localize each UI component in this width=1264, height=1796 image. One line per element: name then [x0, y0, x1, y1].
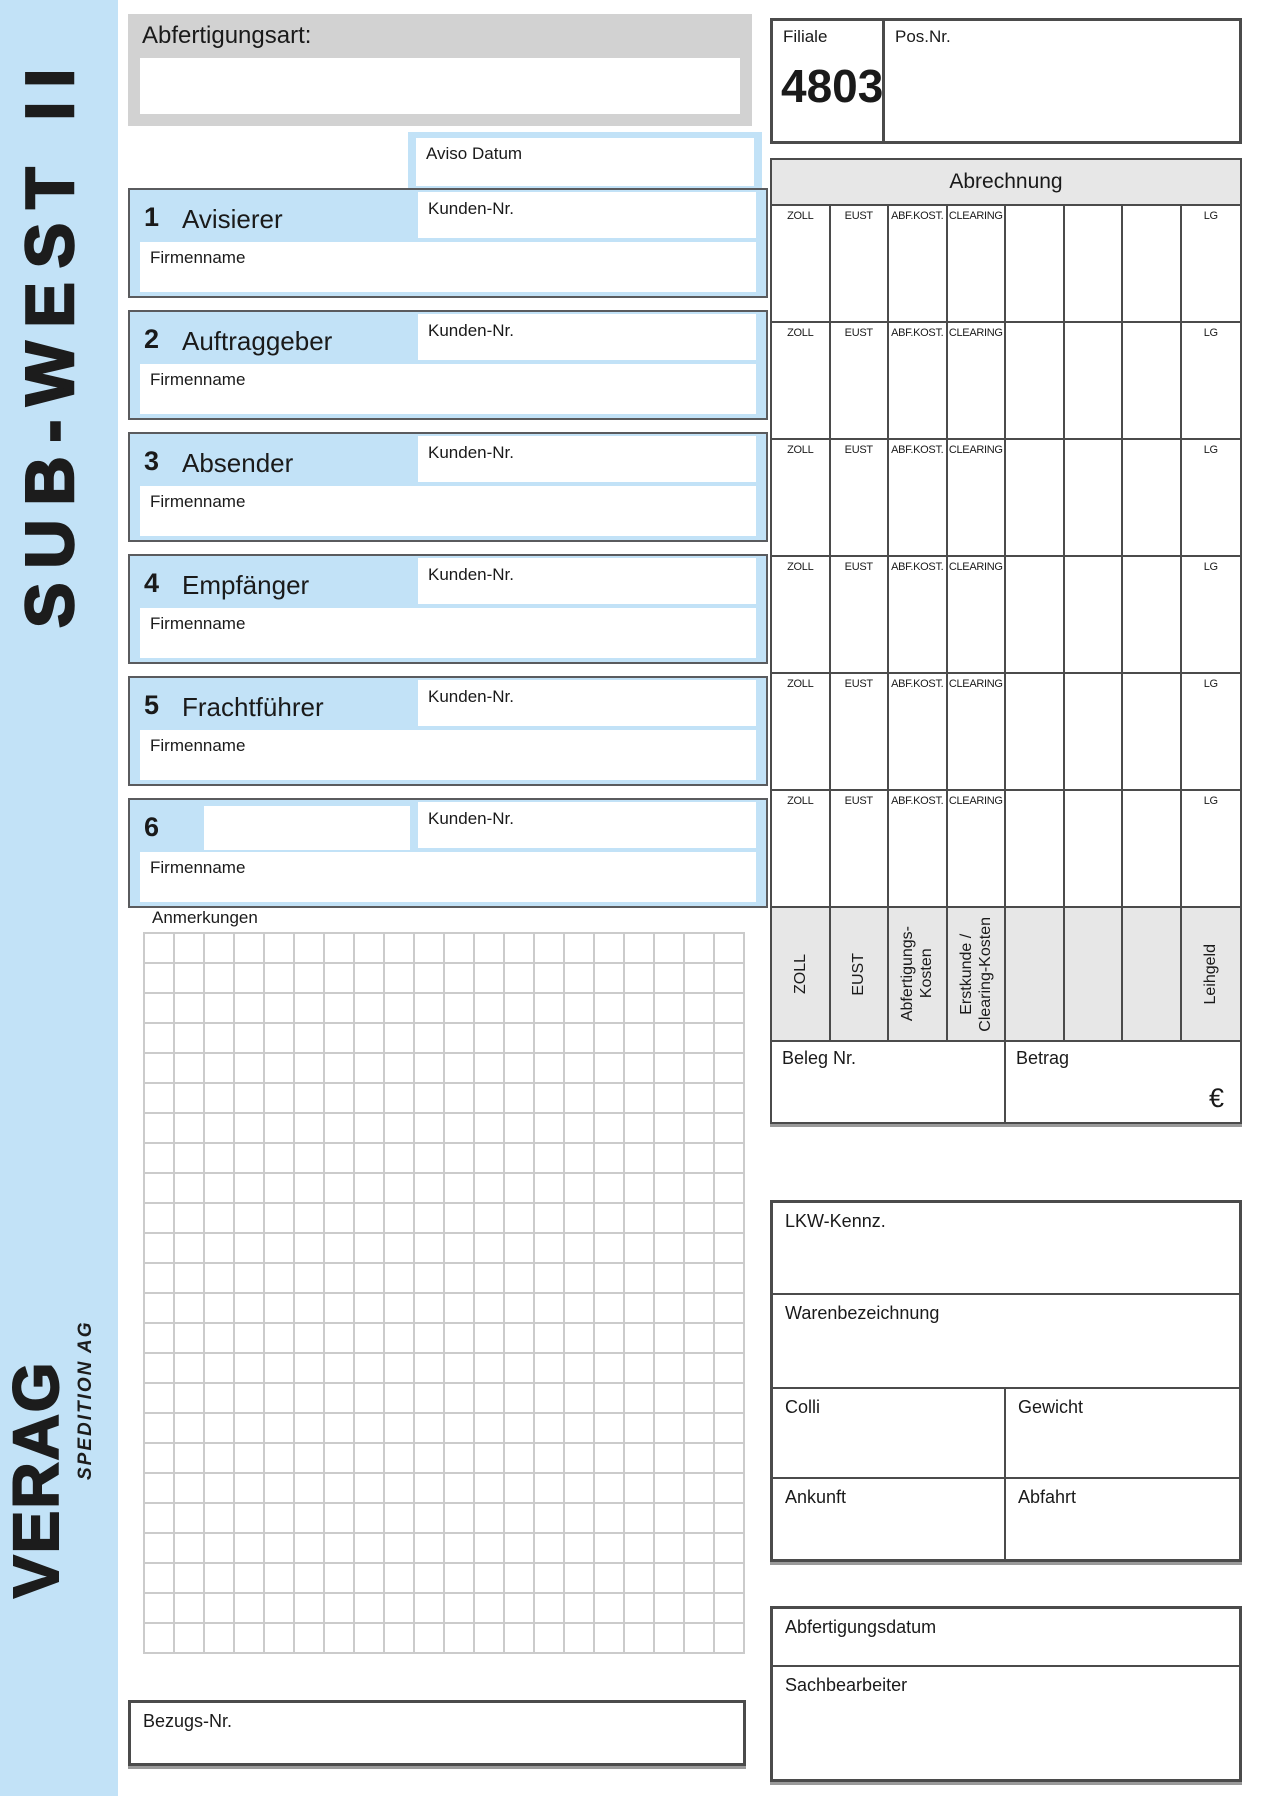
abrechnung-row-5 [772, 674, 1240, 791]
col-label: EUST [844, 678, 873, 690]
abrechnung-cell[interactable] [1182, 323, 1241, 438]
firmenname-input[interactable] [140, 486, 756, 536]
colli-input[interactable] [773, 1389, 1006, 1477]
pos-nr-cell[interactable] [885, 21, 1239, 141]
abfertigungsart-label: Abfertigungsart: [142, 22, 312, 49]
abrechnung-cell[interactable] [772, 674, 831, 789]
vlabel: EUST [850, 952, 868, 996]
abrechnung-cell[interactable] [1123, 791, 1182, 906]
col-label: EUST [844, 795, 873, 807]
section-label: Avisierer [182, 204, 283, 234]
abrechnung-row-6 [772, 791, 1240, 908]
col-label: ABF.KOST. [891, 444, 944, 456]
abrechnung-cell[interactable] [1182, 791, 1241, 906]
abrechnung-cell[interactable] [1065, 791, 1124, 906]
shipment-box [770, 1200, 1242, 1562]
ankunft-input[interactable] [773, 1479, 1006, 1559]
abrechnung-cell[interactable] [831, 440, 890, 555]
form-title: SUB-WEST II [12, 54, 88, 628]
abrechnung-cell[interactable] [889, 206, 948, 321]
section-avisierer [128, 188, 768, 298]
section-number: 1 [144, 202, 160, 232]
col-label: ABF.KOST. [891, 327, 944, 339]
col-label: EUST [844, 561, 873, 573]
anmerkungen-grid[interactable] [143, 932, 745, 1654]
abrechnung-row-2 [772, 323, 1240, 440]
section-label: Empfänger [182, 570, 310, 600]
firmenname-label: Firmenname [150, 370, 246, 389]
abrechnung-cell[interactable] [1006, 206, 1065, 321]
brand-logo: VERAG [0, 1360, 72, 1598]
warenbezeichnung-input[interactable] [773, 1295, 1239, 1389]
abrechnung-cell[interactable] [1123, 557, 1182, 672]
col-label: CLEARING [948, 210, 1003, 222]
abrechnung-cell[interactable] [1182, 440, 1241, 555]
filiale-value: 4803 [781, 60, 884, 112]
abrechnung-row-3 [772, 440, 1240, 557]
footer-cell-abfertigungskosten [889, 908, 948, 1040]
beleg-row [772, 1042, 1240, 1122]
abrechnung-cell[interactable] [1006, 791, 1065, 906]
abrechnung-cell[interactable] [1065, 440, 1124, 555]
col-label: ZOLL [787, 561, 814, 573]
footer-cell-clearingkosten [948, 908, 1007, 1040]
section-absender [128, 432, 768, 542]
col-label: ZOLL [787, 327, 814, 339]
abrechnung-cell[interactable] [1123, 440, 1182, 555]
section-number: 2 [144, 324, 160, 354]
col-label: CLEARING [948, 678, 1003, 690]
footer-cell-empty [1006, 908, 1065, 1040]
filiale-box [770, 18, 1242, 144]
kunden-nr-label: Kunden-Nr. [428, 809, 514, 828]
col-label: ZOLL [787, 795, 814, 807]
sachbearbeiter-label: Sachbearbeiter [785, 1675, 908, 1695]
abrechnung-cell[interactable] [948, 323, 1007, 438]
footer-cell-zoll [772, 908, 831, 1040]
abrechnung-cell[interactable] [831, 791, 890, 906]
firmenname-input[interactable] [140, 730, 756, 780]
section-label: Absender [182, 448, 294, 478]
abfertigungsart-input[interactable] [140, 58, 740, 114]
euro-symbol: € [1208, 1083, 1224, 1113]
section-custom-label-input[interactable] [204, 806, 410, 850]
pos-nr-label: Pos.Nr. [895, 27, 951, 46]
colli-label: Colli [785, 1397, 821, 1417]
firmenname-input[interactable] [140, 608, 756, 658]
abrechnung-cell[interactable] [1065, 323, 1124, 438]
firmenname-label: Firmenname [150, 736, 246, 755]
col-label: LG [1203, 561, 1218, 573]
firmenname-input[interactable] [140, 242, 756, 292]
firmenname-label: Firmenname [150, 858, 246, 877]
col-label: ZOLL [787, 210, 814, 222]
col-label: LG [1203, 327, 1218, 339]
abrechnung-cell[interactable] [1065, 674, 1124, 789]
sidebar [0, 0, 118, 1796]
abrechnung-cell[interactable] [889, 557, 948, 672]
abrechnung-cell[interactable] [772, 791, 831, 906]
firmenname-label: Firmenname [150, 492, 246, 511]
betrag-label: Betrag [1016, 1048, 1070, 1068]
colli-gewicht-row [773, 1389, 1239, 1479]
abrechnung-cell[interactable] [831, 674, 890, 789]
abrechnung-cell[interactable] [1006, 440, 1065, 555]
betrag-input[interactable] [1006, 1042, 1240, 1122]
kunden-nr-label: Kunden-Nr. [428, 565, 514, 584]
footer-cell-empty [1123, 908, 1182, 1040]
beleg-nr-input[interactable] [772, 1042, 1006, 1122]
firmenname-label: Firmenname [150, 248, 246, 267]
gewicht-input[interactable] [1006, 1389, 1239, 1477]
abrechnung-cell[interactable] [831, 557, 890, 672]
col-label: ZOLL [787, 444, 814, 456]
vlabel: Kosten [918, 949, 936, 999]
abrechnung-cell[interactable] [1182, 674, 1241, 789]
col-label: EUST [844, 444, 873, 456]
vlabel: Clearing-Kosten [976, 916, 994, 1032]
abrechnung-cell[interactable] [772, 323, 831, 438]
col-label: EUST [844, 210, 873, 222]
abfertigungsdatum-label: Abfertigungsdatum [785, 1617, 937, 1637]
firmenname-input[interactable] [140, 852, 756, 902]
section-auftraggeber [128, 310, 768, 420]
kunden-nr-input[interactable] [418, 558, 756, 604]
vlabel: Abfertigungs- [899, 926, 917, 1022]
sachbearbeiter-input[interactable] [773, 1667, 1239, 1779]
col-label: LG [1203, 795, 1218, 807]
section-six [128, 798, 768, 908]
abrechnung-cell[interactable] [948, 206, 1007, 321]
lkw-kennz-input[interactable] [773, 1203, 1239, 1295]
col-label: ZOLL [787, 678, 814, 690]
abrechnung-cell[interactable] [1065, 206, 1124, 321]
section-label: Auftraggeber [182, 326, 333, 356]
abrechnung-cell[interactable] [1006, 557, 1065, 672]
warenbezeichnung-label: Warenbezeichnung [785, 1303, 940, 1323]
abrechnung-title: Abrechnung [772, 160, 1240, 206]
col-label: ABF.KOST. [891, 210, 944, 222]
abrechnung-cell[interactable] [831, 323, 890, 438]
col-label: CLEARING [948, 795, 1003, 807]
bezugs-nr-label: Bezugs-Nr. [143, 1711, 233, 1731]
col-label: ABF.KOST. [891, 795, 944, 807]
abrechnung-cell[interactable] [772, 440, 831, 555]
abrechnung-cell[interactable] [948, 557, 1007, 672]
ankunft-abfahrt-row [773, 1479, 1239, 1559]
footer-cell-leihgeld [1182, 908, 1241, 1040]
col-label: CLEARING [948, 444, 1003, 456]
abrechnung-cell[interactable] [1123, 674, 1182, 789]
section-empfaenger [128, 554, 768, 664]
abrechnung-row-1 [772, 206, 1240, 323]
abrechnung-cell[interactable] [772, 557, 831, 672]
section-number: 3 [144, 446, 160, 476]
aviso-datum-input[interactable] [416, 138, 754, 186]
footer-cell-eust [831, 908, 890, 1040]
filiale-cell [773, 21, 885, 141]
section-number: 6 [144, 812, 160, 842]
kunden-nr-input[interactable] [418, 680, 756, 726]
brand-subtitle: SPEDITION AG [75, 1320, 96, 1480]
firmenname-input[interactable] [140, 364, 756, 414]
filiale-label: Filiale [783, 27, 828, 46]
abrechnung-row-4 [772, 557, 1240, 674]
col-label: EUST [844, 327, 873, 339]
vlabel: Leihgeld [1202, 943, 1220, 1005]
abrechnung-cell[interactable] [1006, 674, 1065, 789]
abrechnung-cell[interactable] [1006, 323, 1065, 438]
lkw-kennz-label: LKW-Kennz. [785, 1211, 886, 1231]
section-label: Frachtführer [182, 692, 324, 722]
abrechnung-cell[interactable] [889, 323, 948, 438]
abrechnung-cell[interactable] [948, 440, 1007, 555]
abrechnung-cell[interactable] [948, 791, 1007, 906]
kunden-nr-label: Kunden-Nr. [428, 443, 514, 462]
col-label: CLEARING [948, 327, 1003, 339]
abrechnung-cell[interactable] [889, 791, 948, 906]
section-frachtfuehrer [128, 676, 768, 786]
bezugs-nr-input[interactable] [128, 1700, 746, 1766]
gewicht-label: Gewicht [1018, 1397, 1084, 1417]
vlabel: Erstkunde / [957, 933, 975, 1015]
kunden-nr-input[interactable] [418, 802, 756, 848]
kunden-nr-label: Kunden-Nr. [428, 199, 514, 218]
abfahrt-label: Abfahrt [1018, 1487, 1077, 1507]
aviso-datum-label: Aviso Datum [426, 144, 523, 163]
kunden-nr-label: Kunden-Nr. [428, 321, 514, 340]
abrechnung-cell[interactable] [772, 206, 831, 321]
abrechnung-table [770, 158, 1242, 1124]
section-number: 4 [144, 568, 160, 598]
col-label: ABF.KOST. [891, 561, 944, 573]
firmenname-label: Firmenname [150, 614, 246, 633]
abrechnung-cell[interactable] [1123, 206, 1182, 321]
col-label: LG [1203, 444, 1218, 456]
abrechnung-cell[interactable] [1182, 206, 1241, 321]
col-label: LG [1203, 210, 1218, 222]
kunden-nr-input[interactable] [418, 314, 756, 360]
anmerkungen-label: Anmerkungen [152, 908, 258, 927]
col-label: ABF.KOST. [891, 678, 944, 690]
kunden-nr-label: Kunden-Nr. [428, 687, 514, 706]
abrechnung-cell[interactable] [889, 440, 948, 555]
vlabel: ZOLL [791, 953, 809, 994]
abrechnung-cell[interactable] [889, 674, 948, 789]
kunden-nr-input[interactable] [418, 436, 756, 482]
processing-box [770, 1606, 1242, 1782]
abfertigungsart-box [128, 14, 752, 126]
col-label: CLEARING [948, 561, 1003, 573]
aviso-datum-box [408, 132, 762, 190]
abrechnung-cell[interactable] [831, 206, 890, 321]
abfertigungsdatum-input[interactable] [773, 1609, 1239, 1667]
abrechnung-cell[interactable] [1065, 557, 1124, 672]
abrechnung-cell[interactable] [1182, 557, 1241, 672]
beleg-nr-label: Beleg Nr. [782, 1048, 857, 1068]
footer-cell-empty [1065, 908, 1124, 1040]
abfahrt-input[interactable] [1006, 1479, 1239, 1559]
abrechnung-footer [772, 908, 1240, 1042]
section-number: 5 [144, 690, 160, 720]
abrechnung-cell[interactable] [1123, 323, 1182, 438]
abrechnung-cell[interactable] [948, 674, 1007, 789]
ankunft-label: Ankunft [785, 1487, 847, 1507]
col-label: LG [1203, 678, 1218, 690]
kunden-nr-input[interactable] [418, 192, 756, 238]
